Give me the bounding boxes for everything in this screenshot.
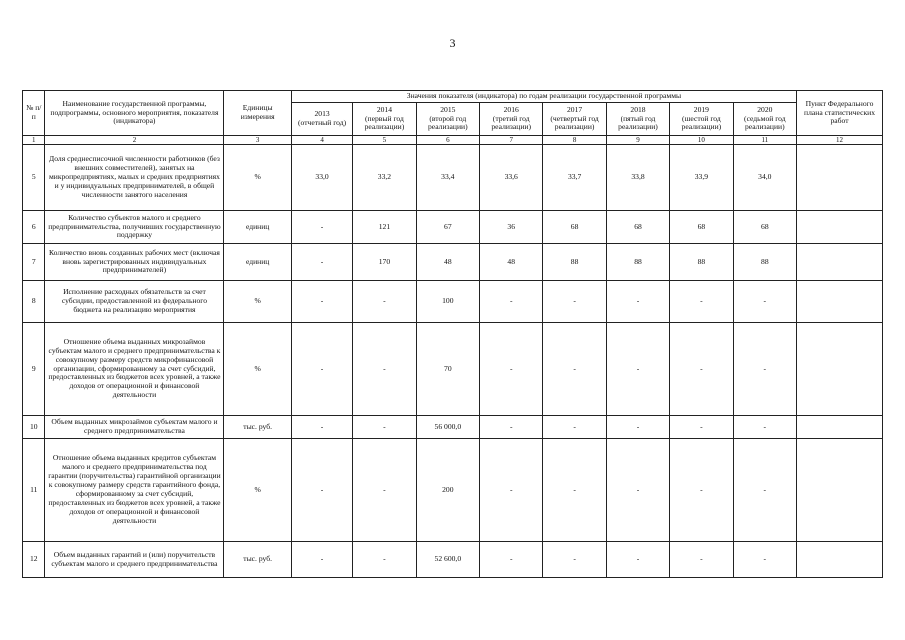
header-statistical-plan-item: Пункт Федерального плана статистических работ: [797, 91, 883, 136]
value-cell-2019: 88: [670, 244, 733, 281]
row-number: 5: [23, 145, 45, 211]
header-year-note: (седьмой год реализации): [744, 113, 786, 132]
value-cell-2015: 70: [416, 323, 479, 416]
header-year-label: 2019: [693, 104, 709, 114]
value-cell-2013: -: [291, 211, 352, 244]
header-year-note: (отчетный год): [298, 118, 347, 127]
indicator-name: Объем выданных гарантий и (или) поручительств субъектам малого и среднего предпринимательства: [45, 542, 224, 578]
row-number: 6: [23, 211, 45, 244]
statistical-plan-item-cell: [797, 211, 883, 244]
indicator-name: Доля среднесписочной численности работников (без внешних совместителей), занятых на микропредприятиях, малых и средних предприятиях и у индивидуальных предпринимателей, в общей численности занятого населения: [45, 145, 224, 211]
value-cell-2013: -: [291, 323, 352, 416]
value-cell-2014: 170: [353, 244, 416, 281]
header-year-note: (первый год реализации): [364, 113, 405, 132]
indicator-name: Исполнение расходных обязательств за счет субсидии, предоставленной из федерального бюджета на реализацию мероприятия: [45, 281, 224, 323]
value-cell-2014: -: [353, 439, 416, 542]
unit-cell: %: [224, 145, 291, 211]
value-cell-2014: 33,2: [353, 145, 416, 211]
column-index-cell: 7: [480, 136, 543, 145]
column-index-cell: 4: [291, 136, 352, 145]
value-cell-2013: -: [291, 542, 352, 578]
indicator-name: Объем выданных микрозаймов субъектам малого и среднего предпринимательства: [45, 416, 224, 439]
value-cell-2020: -: [733, 281, 796, 323]
table-row: [23, 323, 883, 416]
column-index-cell: 1: [23, 136, 45, 145]
value-cell-2020: -: [733, 439, 796, 542]
value-cell-2013: -: [291, 244, 352, 281]
value-cell-2018: -: [606, 416, 669, 439]
page-number: 3: [449, 36, 456, 50]
row-number: 10: [23, 416, 45, 439]
value-cell-2017: -: [543, 281, 606, 323]
unit-cell: единиц: [224, 244, 291, 281]
value-cell-2019: -: [670, 323, 733, 416]
table-row: [23, 542, 883, 578]
unit-cell: %: [224, 323, 291, 416]
statistical-plan-item-cell: [797, 281, 883, 323]
unit-cell: тыс. руб.: [224, 416, 291, 439]
value-cell-2020: 34,0: [733, 145, 796, 211]
value-cell-2013: -: [291, 416, 352, 439]
indicator-name: Отношение объема выданных микрозаймов субъектам малого и среднего предпринимательства к совокупному размеру средств микрофинансовой организации, сформированному за счет субсидий, предоставленных из бюджетов всех уровней, а также доходов от операционной и финансовой деятельности: [45, 323, 224, 416]
unit-cell: %: [224, 281, 291, 323]
column-index-cell: 6: [416, 136, 479, 145]
value-cell-2015: 48: [416, 244, 479, 281]
value-cell-2014: 121: [353, 211, 416, 244]
value-cell-2017: -: [543, 416, 606, 439]
indicators-table: [22, 90, 883, 578]
value-cell-2015: 200: [416, 439, 479, 542]
value-cell-2017: -: [543, 542, 606, 578]
value-cell-2018: 68: [606, 211, 669, 244]
header-year-note: (шестой год реализации): [681, 113, 722, 132]
header-year-note: (четвертый год реализации): [550, 113, 599, 132]
table-row: [23, 244, 883, 281]
value-cell-2018: -: [606, 281, 669, 323]
indicator-name: Количество вновь созданных рабочих мест (включая вновь зарегистрированных индивидуальных предпринимателей): [45, 244, 224, 281]
indicator-name: Количество субъектов малого и среднего предпринимательства, получивших государственную поддержку: [45, 211, 224, 244]
header-year-note: (пятый год реализации): [618, 113, 658, 132]
header-values-group: Значения показателя (индикатора) по годам реализации государственной программы: [291, 91, 796, 103]
header-no: № п/п: [23, 91, 45, 136]
column-index-cell: 5: [353, 136, 416, 145]
header-year-label: 2018: [630, 104, 646, 114]
value-cell-2014: -: [353, 323, 416, 416]
header-unit: Единицы измерения: [224, 91, 291, 136]
header-year-note: (третий год реализации): [491, 113, 532, 132]
value-cell-2019: 68: [670, 211, 733, 244]
value-cell-2016: 48: [480, 244, 543, 281]
row-number: 11: [23, 439, 45, 542]
value-cell-2019: -: [670, 439, 733, 542]
column-index-cell: 11: [733, 136, 796, 145]
value-cell-2015: 33,4: [416, 145, 479, 211]
value-cell-2018: -: [606, 439, 669, 542]
row-number: 7: [23, 244, 45, 281]
table-row: [23, 211, 883, 244]
value-cell-2013: -: [291, 439, 352, 542]
statistical-plan-item-cell: [797, 323, 883, 416]
indicator-name: Отношение объема выданных кредитов субъектам малого и среднего предпринимательства под гарантии (поручительства) гарантийной организации к совокупному размеру средств гарантийного фонда, сформированному за счет субсидий, предоставленных из бюджетов всех уровней, а также доходов от операционной и финансовой деятельности: [45, 439, 224, 542]
value-cell-2020: -: [733, 416, 796, 439]
row-number: 8: [23, 281, 45, 323]
header-year-2015: [416, 103, 479, 136]
header-year-label: 2016: [503, 104, 519, 114]
value-cell-2019: -: [670, 542, 733, 578]
value-cell-2018: -: [606, 542, 669, 578]
header-year-note: (второй год реализации): [427, 113, 468, 132]
column-index-cell: 3: [224, 136, 291, 145]
value-cell-2018: 33,8: [606, 145, 669, 211]
value-cell-2015: 67: [416, 211, 479, 244]
header-year-2020: [733, 103, 796, 136]
value-cell-2014: -: [353, 281, 416, 323]
value-cell-2016: -: [480, 323, 543, 416]
column-index-cell: 2: [45, 136, 224, 145]
value-cell-2016: 36: [480, 211, 543, 244]
value-cell-2020: 68: [733, 211, 796, 244]
value-cell-2014: -: [353, 416, 416, 439]
statistical-plan-item-cell: [797, 542, 883, 578]
value-cell-2017: 88: [543, 244, 606, 281]
value-cell-2018: -: [606, 323, 669, 416]
row-number: 9: [23, 323, 45, 416]
value-cell-2020: -: [733, 542, 796, 578]
header-year-label: 2013: [314, 109, 330, 119]
value-cell-2016: -: [480, 542, 543, 578]
value-cell-2016: -: [480, 416, 543, 439]
value-cell-2019: -: [670, 281, 733, 323]
header-name: Наименование государственной программы, подпрограммы, основного мероприятия, показателя (индикатора): [45, 91, 224, 136]
column-index-row: [23, 136, 883, 145]
value-cell-2020: 88: [733, 244, 796, 281]
value-cell-2020: -: [733, 323, 796, 416]
value-cell-2016: -: [480, 439, 543, 542]
unit-cell: %: [224, 439, 291, 542]
header-year-2013: [291, 103, 352, 136]
statistical-plan-item-cell: [797, 244, 883, 281]
value-cell-2018: 88: [606, 244, 669, 281]
value-cell-2015: 56 000,0: [416, 416, 479, 439]
value-cell-2017: 33,7: [543, 145, 606, 211]
header-year-label: 2015: [440, 104, 456, 114]
column-index-cell: 9: [606, 136, 669, 145]
table-row: [23, 281, 883, 323]
table-row: [23, 145, 883, 211]
value-cell-2017: 68: [543, 211, 606, 244]
value-cell-2013: 33,0: [291, 145, 352, 211]
column-index-cell: 8: [543, 136, 606, 145]
header-year-2017: [543, 103, 606, 136]
value-cell-2014: -: [353, 542, 416, 578]
column-index-cell: 12: [797, 136, 883, 145]
statistical-plan-item-cell: [797, 439, 883, 542]
value-cell-2016: -: [480, 281, 543, 323]
value-cell-2019: 33,9: [670, 145, 733, 211]
statistical-plan-item-cell: [797, 416, 883, 439]
value-cell-2013: -: [291, 281, 352, 323]
unit-cell: тыс. руб.: [224, 542, 291, 578]
header-year-label: 2020: [757, 104, 773, 114]
value-cell-2019: -: [670, 416, 733, 439]
header-year-2019: [670, 103, 733, 136]
column-index-cell: 10: [670, 136, 733, 145]
unit-cell: единиц: [224, 211, 291, 244]
header-year-2014: [353, 103, 416, 136]
table-row: [23, 439, 883, 542]
value-cell-2017: -: [543, 323, 606, 416]
value-cell-2015: 100: [416, 281, 479, 323]
value-cell-2015: 52 600,0: [416, 542, 479, 578]
value-cell-2017: -: [543, 439, 606, 542]
table-row: [23, 416, 883, 439]
header-year-label: 2014: [376, 104, 393, 114]
header-year-2018: [606, 103, 669, 136]
value-cell-2016: 33,6: [480, 145, 543, 211]
header-year-2016: [480, 103, 543, 136]
statistical-plan-item-cell: [797, 145, 883, 211]
header-year-label: 2017: [567, 104, 583, 114]
row-number: 12: [23, 542, 45, 578]
